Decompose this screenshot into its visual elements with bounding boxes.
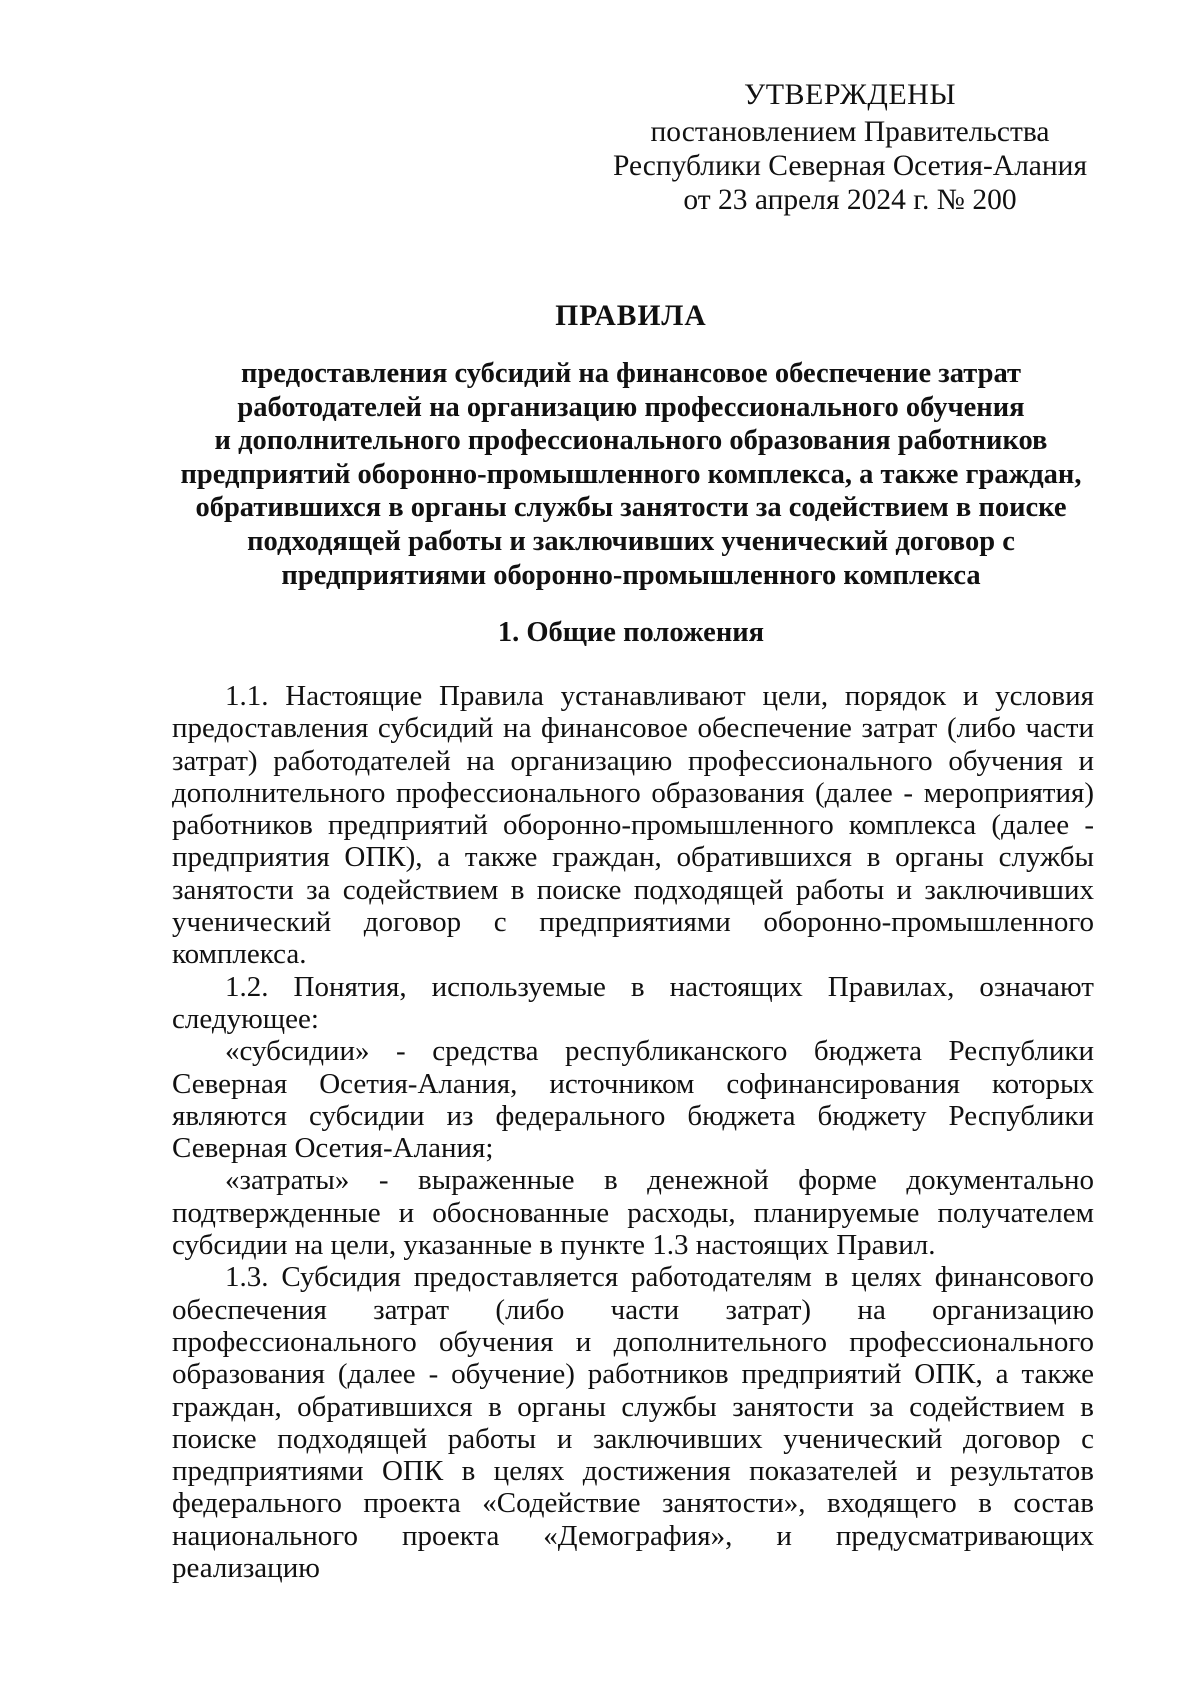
document-subtitle: [165, 357, 1097, 592]
definition-costs: «затраты» - выраженные в денежной форме документально подтвержденные и обоснованные расходы, планируемые получателем субсидии на цели, указанные в пункте 1.3 настоящих Правил.: [172, 1164, 1094, 1262]
approval-line-republic: Республики Северная Осетия-Алания: [612, 150, 1088, 182]
definition-subsidies: «субсидии» - средства республиканского бюджета Республики Северная Осетия-Алания, источником софинансирования которых являются субсидии из федерального бюджета бюджету Республики Северная Осетия-Алания;: [172, 1035, 1094, 1165]
paragraph-1-1: 1.1. Настоящие Правила устанавливают цели, порядок и условия предоставления субсидий на финансовое обеспечение затрат (либо части затрат) работодателей на организацию профессионального обучения и дополнительного профессионального образования (далее - мероприятия) работников предприятий оборонно-промышленного комплекса (далее - предприятия ОПК), а также граждан, обратившихся в органы службы занятости за содействием в поиске подходящей работы и заключивших ученический договор с предприятиями оборонно-промышленного комплекса.: [172, 680, 1094, 971]
subtitle-line: предоставления субсидий на финансовое обеспечение затрат: [241, 358, 1021, 389]
approval-line-date: от 23 апреля 2024 г. № 200: [683, 184, 1017, 216]
subtitle-line: работодателей на организацию профессионального обучения: [237, 391, 1025, 423]
paragraph-1-2: 1.2. Понятия, используемые в настоящих Правилах, означают следующее:: [172, 970, 1094, 1035]
subtitle-line: подходящей работы и заключивших ученический договор с: [247, 525, 1015, 557]
section-heading: 1. Общие положения: [497, 617, 765, 648]
subtitle-line: предприятиями оборонно-промышленного комплекса: [281, 559, 981, 591]
approval-stamp-block: [600, 78, 1100, 217]
paragraph-1-3: 1.3. Субсидия предоставляется работодателям в целях финансового обеспечения затрат (либо части затрат) на организацию профессионального обучения и дополнительного профессионального образования (далее - обучение) работников предприятий ОПК, а также граждан, обратившихся в органы службы занятости за содействием в поиске подходящей работы и заключивших ученический договор с предприятиями ОПК в целях достижения показателей и результатов федерального проекта «Содействие занятости», входящего в состав национального проекта «Демография», и предусматривающих реализацию: [172, 1261, 1094, 1585]
document-title: ПРАВИЛА: [555, 300, 707, 332]
subtitle-line: предприятий оборонно-промышленного комплекса, а также граждан,: [180, 458, 1082, 490]
section-body: [172, 680, 1094, 1584]
approval-title: УТВЕРЖДЕНЫ: [743, 78, 957, 111]
subtitle-line: и дополнительного профессионального образования работников: [214, 425, 1048, 457]
approval-line-resolution: постановлением Правительства: [650, 116, 1050, 148]
subtitle-line: обратившихся в органы службы занятости за содействием в поиске: [195, 492, 1067, 524]
